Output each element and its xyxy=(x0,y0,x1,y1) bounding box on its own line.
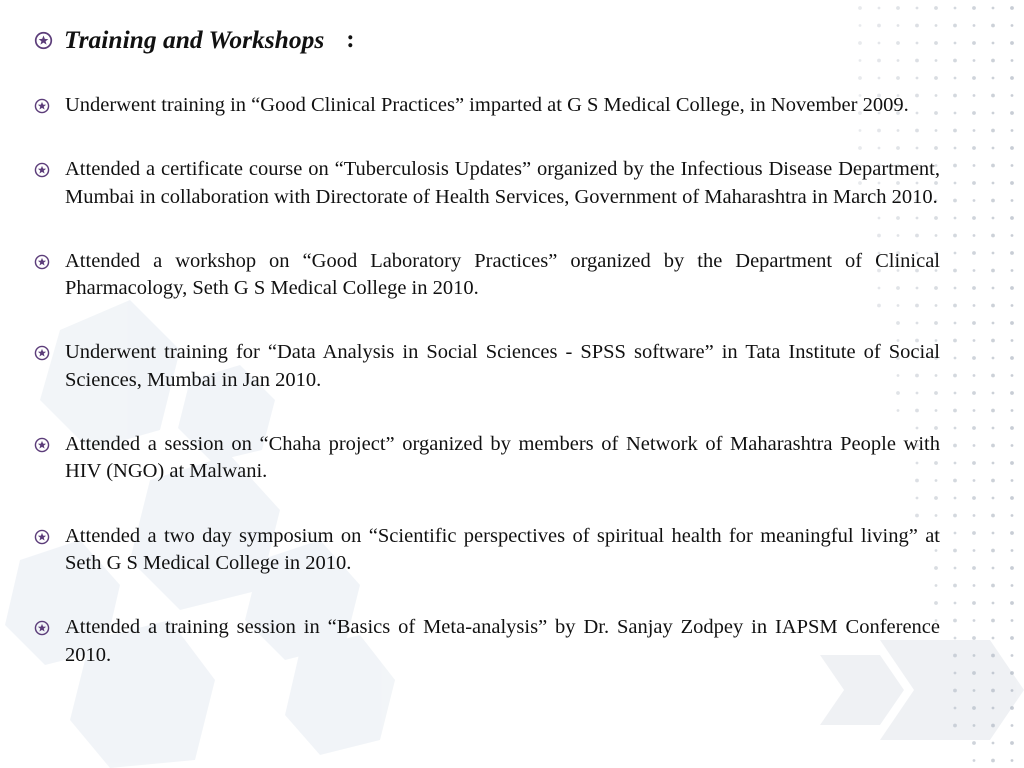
list-item xyxy=(34,92,940,119)
training-list xyxy=(34,92,940,669)
star-circle-icon xyxy=(34,98,50,114)
list-item-text: Attended a training session in “Basics of Meta-analysis” by Dr. Sanjay Zodpey in IAPSM Conference 2010. xyxy=(65,616,940,666)
list-item xyxy=(34,248,940,303)
star-circle-icon xyxy=(34,345,50,361)
list-item xyxy=(34,339,940,394)
list-item-text: Underwent training in “Good Clinical Practices” imparted at G S Medical College, in November 2009. xyxy=(65,94,909,116)
star-circle-icon xyxy=(34,254,50,270)
list-item-text: Attended a session on “Chaha project” organized by members of Network of Maharashtra People with HIV (NGO) at Malwani. xyxy=(65,433,940,483)
star-circle-icon xyxy=(34,162,50,178)
list-item-text: Attended a workshop on “Good Laboratory Practices” organized by the Department of Clinical Pharmacology, Seth G S Medical College in 2010. xyxy=(65,249,940,300)
star-circle-icon xyxy=(34,529,50,545)
heading-row xyxy=(34,22,355,58)
list-item-text: Underwent training for “Data Analysis in Social Sciences - SPSS software” in Tata Institute of Social Sciences, Mumbai in Jan 2010. xyxy=(65,341,940,391)
star-circle-icon xyxy=(34,31,53,50)
list-item xyxy=(34,431,940,486)
title-colon: : xyxy=(346,26,355,53)
page-title: Training and Workshops xyxy=(64,25,325,54)
star-circle-icon xyxy=(34,437,50,453)
star-circle-icon xyxy=(34,620,50,636)
list-item xyxy=(34,523,940,578)
list-item-text: Attended a certificate course on “Tuberculosis Updates” organized by the Infectious Disease Department, Mumbai in collaboration with Directorate of Health Services, Government of Maharashtra in March 2010. xyxy=(65,158,940,208)
list-item xyxy=(34,156,940,211)
list-item xyxy=(34,614,940,669)
list-item-text: Attended a two day symposium on “Scientific perspectives of spiritual health for meaningful living” at Seth G S Medical College in 2010. xyxy=(65,524,940,574)
